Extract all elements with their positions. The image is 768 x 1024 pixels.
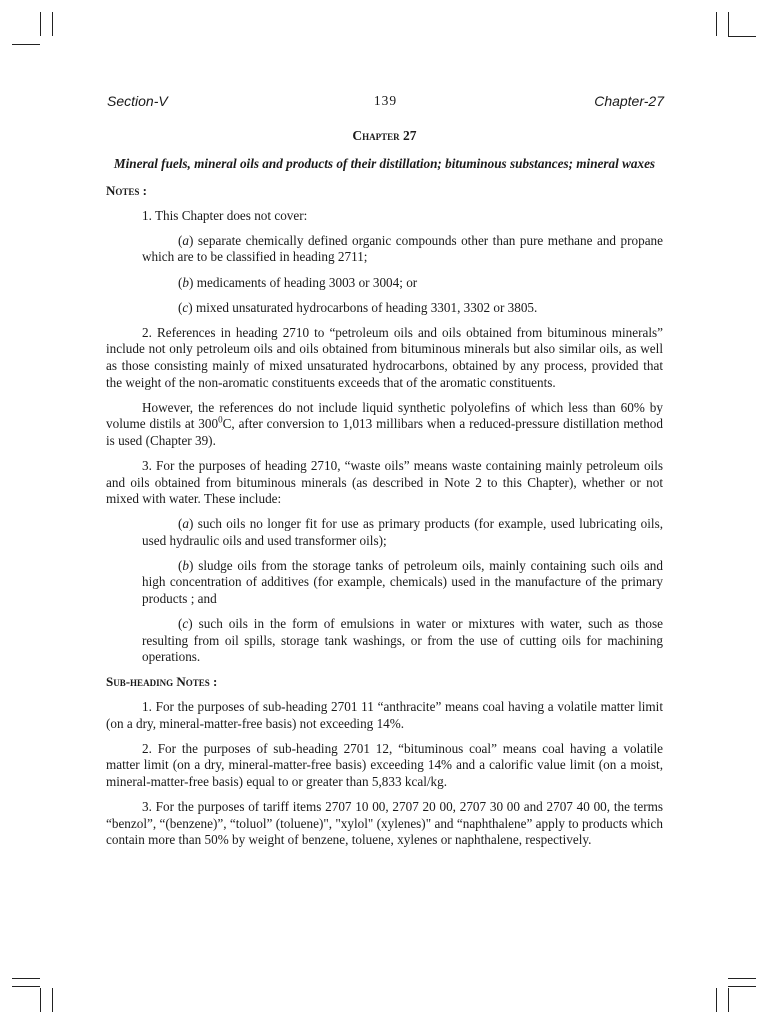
crop-mark-bottom-right-v1 (716, 988, 717, 1012)
crop-mark-top-left-v2 (52, 12, 53, 36)
note-2b-part1: However, the references do not include liquid synthetic polyolefins of which less than 60% by volume distils at 300 (106, 399, 663, 432)
page-number: 139 (373, 93, 398, 108)
item-text: sludge oils from the storage tanks of petroleum oils, mainly containing such oils and high concentration of additives (for example, chemicals) used in the manufacture of the primary products ; and (142, 557, 663, 607)
chapter-description: Mineral fuels, mineral oils and products of their distillation; bituminous substances; mineral waxes (113, 155, 656, 171)
item-label: c (182, 299, 189, 315)
item-text: such oils no longer fit for use as primary products (for example, used lubricating oils, used hydraulic oils and used transformer oils); (142, 516, 663, 548)
crop-mark-bottom-left-v1 (40, 988, 41, 1012)
subheading-note-1: 1. For the purposes of sub-heading 2701 11 “anthracite” means coal having a volatile matter limit (on a dry, mineral-matter-free basis) not exceeding 14%. (106, 699, 663, 731)
note-2: 2. References in heading 2710 to “petroleum oils and oils obtained from bituminous minerals” include not only petroleum oils and oils obtained from bituminous minerals but also similar oils, as well as those consisting mainly of mixed unsaturated hydrocarbons, obtained by any process, provided that the weight of the non-aromatic constituents exceeds that of the aromatic constituents. (106, 324, 663, 390)
note-3-c: (c) such oils in the form of emulsions in water or mixtures with water, such as those resulting from oil spills, storage tank washings, or from the use of cutting oils for machining operations. (142, 616, 663, 665)
item-label: b (182, 557, 189, 573)
note-1-a: (a) separate chemically defined organic compounds other than pure methane and propane which are to be classified in heading 2711; (142, 232, 663, 265)
item-text: medicaments of heading 3003 or 3004; or (193, 274, 418, 290)
item-text: mixed unsaturated hydrocarbons of heading 3301, 3302 or 3805. (192, 299, 538, 315)
crop-mark-top-right-v2 (728, 12, 729, 36)
crop-mark-top-left-h (12, 44, 40, 45)
chapter-title: Chapter 27 (352, 128, 417, 143)
crop-mark-top-right-h (728, 36, 756, 37)
crop-mark-bottom-right-h2 (728, 986, 756, 987)
section-label: Section-V (107, 93, 168, 109)
item-label: c (182, 616, 189, 632)
subheading-note-3: 3. For the purposes of tariff items 2707 10 00, 2707 20 00, 2707 30 00 and 2707 40 00, the terms “benzol”, “(benzene)”, “toluol” (toluene)", "xylol" (xylenes)" and “naphthalene” apply to products which contain more than 50% by weight of benzene, toluene, xylenes or naphthalene, respectively. (106, 799, 663, 848)
item-label: a (182, 516, 189, 532)
note-1-intro: 1. This Chapter does not cover: (142, 207, 308, 223)
crop-mark-bottom-right-v2 (728, 988, 729, 1012)
note-1-b: (b) medicaments of heading 3003 or 3004; or (178, 274, 418, 290)
crop-mark-bottom-left-h2 (12, 986, 40, 987)
page-body (106, 128, 663, 857)
note-2b-part2: C, after conversion to 1,013 millibars when a reduced-pressure distillation method is used (Chapter 39). (106, 416, 663, 448)
crop-mark-bottom-right-h (728, 978, 756, 979)
note-2-continued (106, 400, 663, 450)
crop-mark-top-left-v1 (40, 12, 41, 36)
note-3-a: (a) such oils no longer fit for use as primary products (for example, used lubricating oils, used hydraulic oils and used transformer oils); (142, 516, 663, 548)
page-header (107, 93, 664, 113)
degree-superscript: 0 (218, 414, 223, 425)
note-3-intro: 3. For the purposes of heading 2710, “waste oils” means waste containing mainly petroleum oils and oils obtained from bituminous minerals (as described in Note 2 to this Chapter), whether or not mixed with water. These include: (106, 457, 663, 507)
crop-mark-top-right-v1 (716, 12, 717, 36)
notes-heading: Notes : (106, 183, 147, 199)
chapter-label: Chapter-27 (594, 93, 664, 109)
note-3-b: (b) sludge oils from the storage tanks of petroleum oils, mainly containing such oils and high concentration of additives (for example, chemicals) used in the manufacture of the primary products ; and (142, 557, 663, 607)
crop-mark-bottom-left-v2 (52, 988, 53, 1012)
subheading-notes-heading: Sub-heading Notes : (106, 674, 218, 690)
item-label: a (182, 232, 189, 248)
item-text: such oils in the form of emulsions in water or mixtures with water, such as those resulting from oil spills, storage tank washings, or from the use of cutting oils for machining operations. (142, 616, 663, 665)
item-label: b (182, 274, 189, 290)
item-text: separate chemically defined organic compounds other than pure methane and propane which are to be classified in heading 2711; (142, 232, 663, 265)
note-1-c: (c) mixed unsaturated hydrocarbons of heading 3301, 3302 or 3805. (178, 299, 538, 315)
crop-mark-bottom-left-h (12, 978, 40, 979)
subheading-note-2: 2. For the purposes of sub-heading 2701 12, “bituminous coal” means coal having a volatile matter limit (on a dry, mineral-matter-free basis) exceeding 14% and a calorific value limit (on a moist, mineral-matter-free basis) equal to or greater than 5,833 kcal/kg. (106, 740, 663, 789)
